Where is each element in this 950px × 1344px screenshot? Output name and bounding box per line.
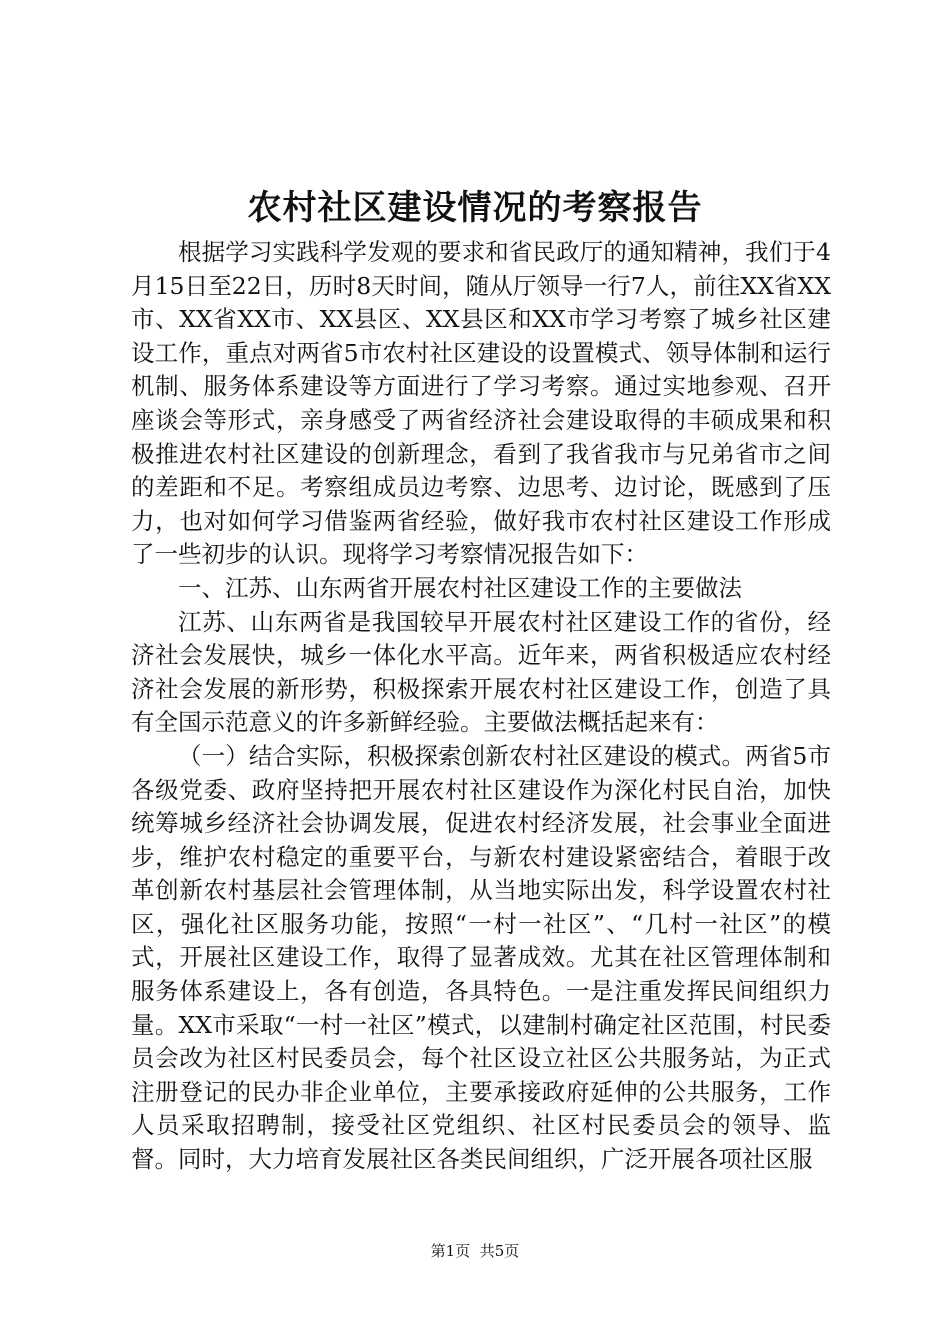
document-body <box>131 236 831 1177</box>
paragraph-section-1: 江苏、山东两省是我国较早开展农村社区建设工作的省份，经济社会发展快，城乡一体化水平高。近年来，两省积极适应农村经济社会发展的新形势，积极探索开展农村社区建设工作，创造了具有全国示范意义的许多新鲜经验。主要做法概括起来有： <box>131 607 831 737</box>
document-title: 农村社区建设情况的考察报告 <box>247 188 703 228</box>
page-footer <box>0 1241 950 1261</box>
page-number: 第1页 <box>430 1242 471 1260</box>
section-heading-1: 一、江苏、山东两省开展农村社区建设工作的主要做法 <box>178 573 742 602</box>
page-total: 共5页 <box>479 1242 520 1260</box>
paragraph-intro: 根据学习实践科学发观的要求和省民政厅的通知精神，我们于4月15日至22日，历时8天时间，随从厅领导一行7人，前往XX省XX市、XX省XX市、XX县区、XX县区和XX市学习考察了城乡社区建设工作，重点对两省5市农村社区建设的设置模式、领导体制和运行机制、服务体系建设等方面进行了学习考察。通过实地参观、召开座谈会等形式，亲身感受了两省经济社会建设取得的丰硕成果和积极推进农村社区建设的创新理念，看到了我省我市与兄弟省市之间的差距和不足。考察组成员边考察、边思考、边讨论，既感到了压力，也对如何学习借鉴两省经验，做好我市农村社区建设工作形成了一些初步的认识。现将学习考察情况报告如下： <box>131 238 831 569</box>
paragraph-subsection-1: （一）结合实际，积极探索创新农村社区建设的模式。两省5市各级党委、政府坚持把开展农村社区建设作为深化村民自治，加快统筹城乡经济社会协调发展，促进农村经济发展，社会事业全面进步，维护农村稳定的重要平台，与新农村建设紧密结合，着眼于改革创新农村基层社会管理体制，从当地实际出发，科学设置农村社区，强化社区服务功能，按照“一村一社区”、“几村一社区”的模式，开展社区建设工作，取得了显著成效。尤其在社区管理体制和服务体系建设上，各有创造，各具特色。一是注重发挥民间组织力量。XX市采取“一村一社区”模式，以建制村确定社区范围，村民委员会改为社区村民委员会，每个社区设立社区公共服务站，为正式注册登记的民办非企业单位，主要承接政府延伸的公共服务，工作人员采取招聘制，接受社区党组织、社区村民委员会的领导、监督。同时，大力培育发展社区各类民间组织，广泛开展各项社区服 <box>131 741 831 1174</box>
footer-separator <box>470 1242 480 1260</box>
